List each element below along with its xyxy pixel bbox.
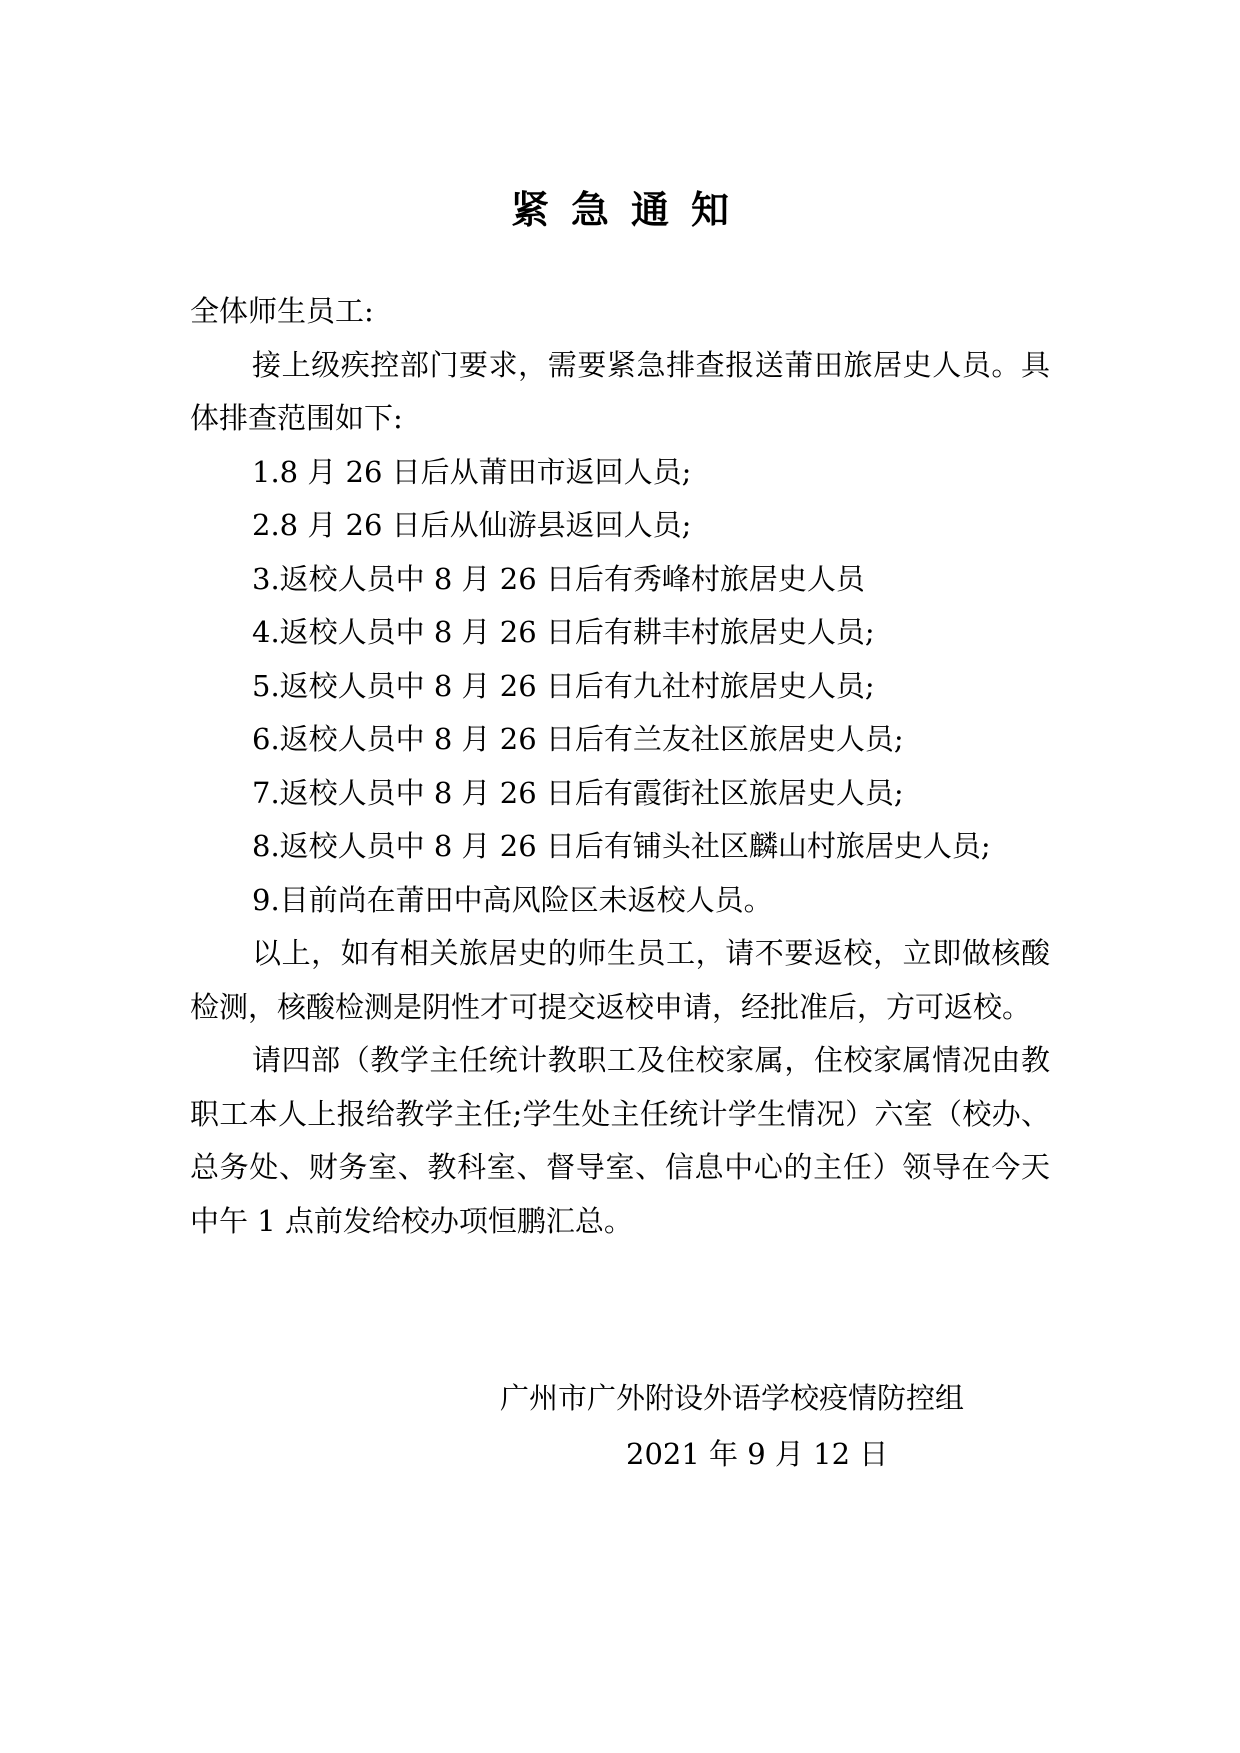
salutation: 全体师生员工:: [190, 294, 374, 328]
list-item: 2.8 月 26 日后从仙游县返回人员;: [252, 508, 692, 542]
list-item: 1.8 月 26 日后从莆田市返回人员;: [252, 454, 692, 489]
signature-organization: 广州市广外附设外语学校疫情防控组: [500, 1381, 965, 1415]
signature-date: 2021 年 9 月 12 日: [626, 1437, 889, 1471]
reporting-paragraph: 请四部（教学主任统计教职工及住校家属，住校家属情况由教职工本人上报给教学主任;学生处主任统计学生情况）六室（校办、总务处、财务室、教科室、督导室、信息中心的主任）领导在今天中午 1 点前发给校办项恒鹏汇总。: [190, 1043, 1050, 1238]
list-item: 5.返校人员中 8 月 26 日后有九社村旅居史人员;: [252, 668, 875, 703]
notice-body: [190, 285, 1050, 1248]
list-item: 3.返校人员中 8 月 26 日后有秀峰村旅居史人员: [252, 561, 865, 596]
intro-paragraph: 接上级疾控部门要求，需要紧急排查报送莆田旅居史人员。具体排查范围如下:: [190, 347, 1050, 435]
notice-title: 紧急通知: [510, 187, 751, 232]
list-item: 6.返校人员中 8 月 26 日后有兰友社区旅居史人员;: [252, 722, 904, 756]
list-item: 9.目前尚在莆田中高风险区未返校人员。: [252, 882, 773, 917]
list-item: 4.返校人员中 8 月 26 日后有耕丰村旅居史人员;: [252, 615, 875, 649]
list-item: 7.返校人员中 8 月 26 日后有霞街社区旅居史人员;: [252, 775, 904, 810]
list-item: 8.返校人员中 8 月 26 日后有铺头社区麟山村旅居史人员;: [252, 829, 991, 863]
instruction-paragraph: 以上，如有相关旅居史的师生员工，请不要返校，立即做核酸检测，核酸检测是阴性才可提交返校申请，经批准后，方可返校。: [190, 936, 1050, 1024]
